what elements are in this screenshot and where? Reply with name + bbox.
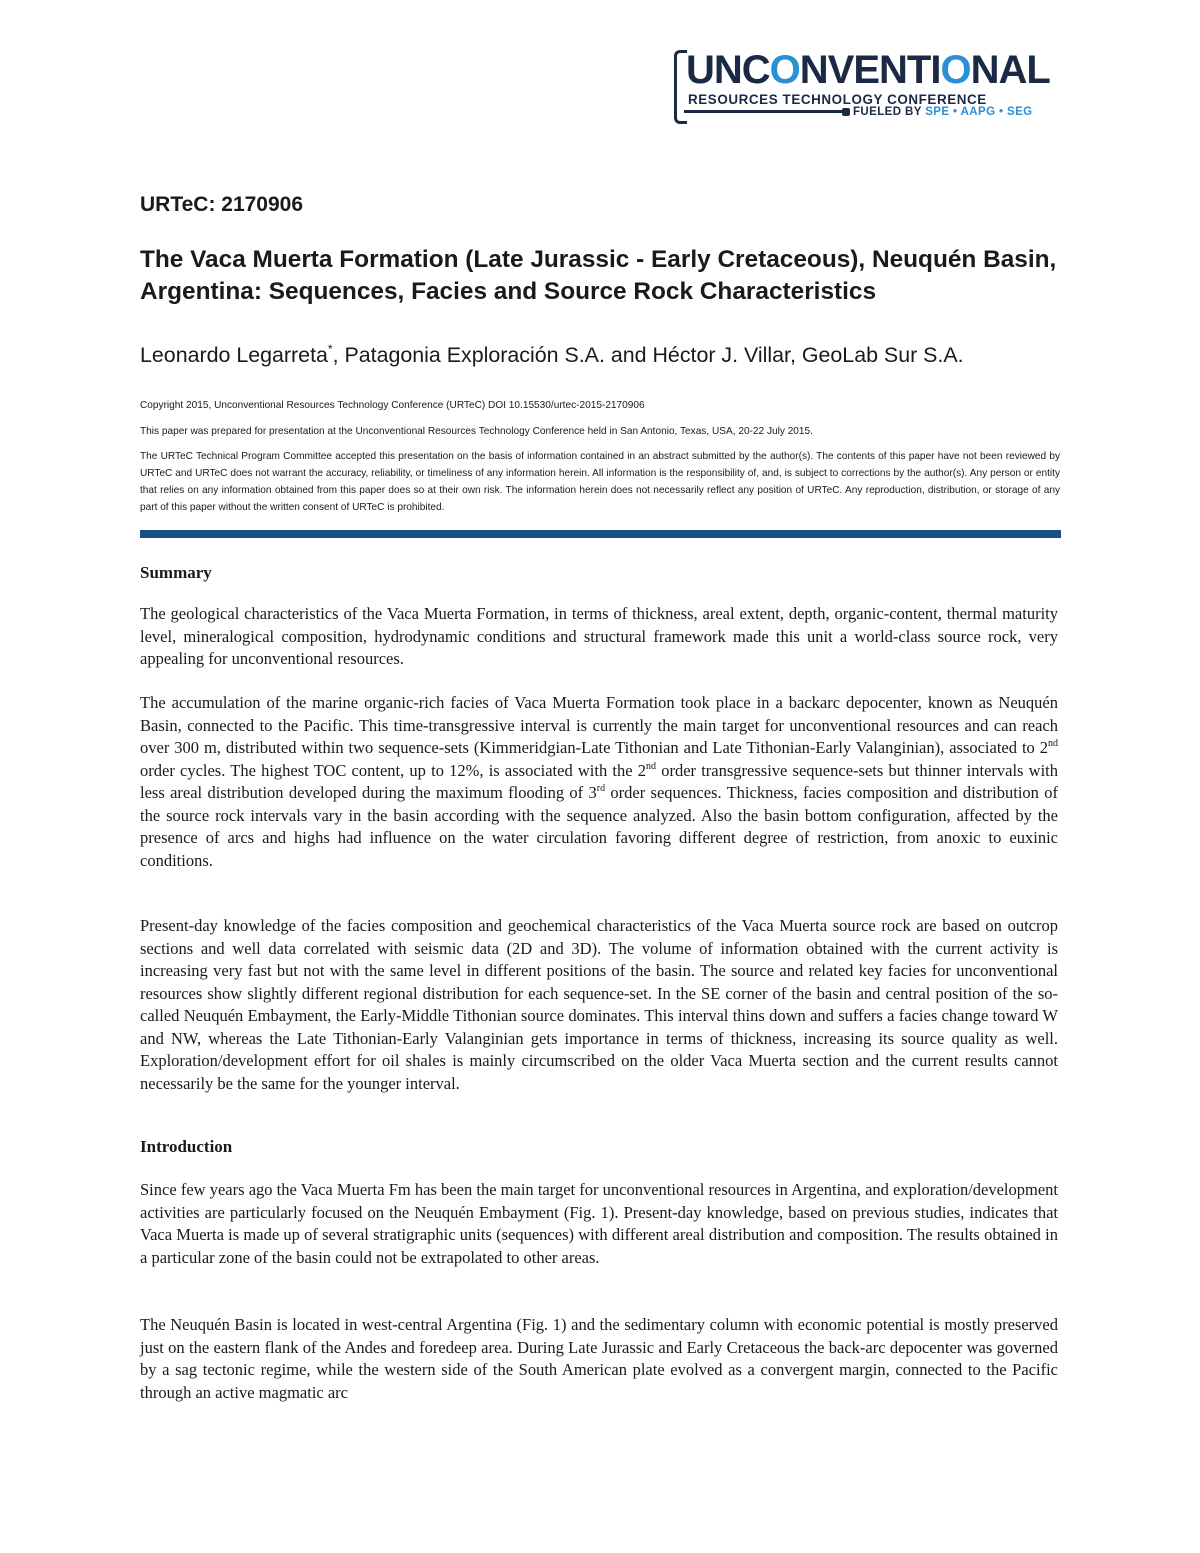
logo-wordmark: UNCONVENTIONAL xyxy=(686,48,1050,92)
logo-subtitle: RESOURCES TECHNOLOGY CONFERENCE xyxy=(688,92,987,107)
logo-drop-icon: O xyxy=(769,48,800,92)
conference-logo xyxy=(674,44,1054,126)
logo-fueled-by: FUELED BY SPE • AAPG • SEG xyxy=(842,106,1033,118)
logo-orgs: SPE • AAPG • SEG xyxy=(925,106,1033,118)
prepared-line: This paper was prepared for presentation at the Unconventional Resources Technology Conference held in San Antonio, Texas, USA, 20-22 July 2015. xyxy=(140,426,813,437)
introduction-paragraph-1: Since few years ago the Vaca Muerta Fm has been the main target for unconventional resources in Argentina, and exploration/development activities are particularly focused on the Neuquén Embayment (Fig. 1). Present-day knowledge, based on previous studies, indicates that Vaca Muerta is made up of several stratigraphic units (sequences) with different areal distribution and composition. The results obtained in a particular zone of the basin could not be extrapolated to other areas. xyxy=(140,1180,1058,1267)
summary-heading: Summary xyxy=(140,563,212,582)
introduction-heading: Introduction xyxy=(140,1137,233,1156)
section-divider xyxy=(140,530,1061,538)
summary-paragraph-3: Present-day knowledge of the facies composition and geochemical characteristics of the Vaca Muerta source rock are based on outcrop sections and well data correlated with seismic data (2D and 3D). The volume of information obtained with the current activity is increasing very fast but not with the same level in different positions of the basin. The source and related key facies for unconventional resources show slightly different regional distribution for each sequence-set. In the SE corner of the basin and central position of the so-called Neuquén Embayment, the Early-Middle Tithonian source dominates. This interval thins down and suffers a facies change toward W and NW, whereas the Late Tithonian-Early Valanginian gets importance in terms of thickness, increasing its source quality as well. Exploration/development effort for oil shales is mainly circumscribed on the older Vaca Muerta section and the current results cannot necessarily be the same for the younger interval. xyxy=(140,916,1058,1093)
plug-icon xyxy=(842,108,850,116)
paper-title: The Vaca Muerta Formation (Late Jurassic - Early Cretaceous), Neuquén Basin, Argentina: Sequences, Facies and Source Rock Characteristics xyxy=(140,246,1057,305)
paper-id: URTeC: 2170906 xyxy=(140,193,304,216)
summary-paragraph-2: The accumulation of the marine organic-rich facies of Vaca Muerta Formation took place in a backarc depocenter, known as Neuquén Basin, connected to the Pacific. This time-transgressive interval is currently the main target for unconventional resources and can reach over 300 m, distributed within two sequence-sets (Kimmeridgian-Late Tithonian and Late Tithonian-Early Valanginian), associated to 2nd order cycles. The highest TOC content, up to 12%, is associated with the 2nd order transgressive sequence-sets but thinner intervals with less areal distribution developed during the maximum flooding of 3rd order sequences. Thickness, facies composition and distribution of the source rock intervals vary in the basin according with the sequence analyzed. Also the basin bottom configuration, affected by the presence of arcs and highs had influence on the water circulation favoring different degree of restriction, from anoxic to euxinic conditions. xyxy=(140,693,1059,870)
logo-rule xyxy=(684,110,842,113)
disclaimer: The URTeC Technical Program Committee accepted this presentation on the basis of information contained in an abstract submitted by the author(s). The contents of this paper have not been reviewed by URTeC and URTeC does not warrant the accuracy, reliability, or timeliness of any information herein. All information is the responsibility of, and, is subject to corrections by the author(s). Any person or entity that relies on any information obtained from this paper does so at their own risk. The information herein does not necessarily reflect any position of URTeC. Any reproduction, distribution, or storage of any part of this paper without the written consent of URTeC is prohibited. xyxy=(140,451,1060,513)
summary-paragraph-1: The geological characteristics of the Vaca Muerta Formation, in terms of thickness, areal extent, depth, organic-content, thermal maturity level, mineralogical composition, hydrodynamic conditions and structural framework made this unit a world-class source rock, very appealing for unconventional resources. xyxy=(140,604,1058,668)
paper-authors: Leonardo Legarreta*, Patagonia Exploración S.A. and Héctor J. Villar, GeoLab Sur S.A. xyxy=(140,342,964,367)
logo-drop-icon-2: O xyxy=(940,48,971,92)
introduction-paragraph-2: The Neuquén Basin is located in west-central Argentina (Fig. 1) and the sedimentary column with economic potential is mostly preserved just on the eastern flank of the Andes and foredeep area. During Late Jurassic and Early Cretaceous the back-arc depocenter was governed by a sag tectonic regime, while the western side of the South American plate evolved as a convergent margin, connected to the Pacific through an active magmatic arc xyxy=(140,1315,1058,1402)
author-mark: * xyxy=(327,342,333,356)
copyright-line: Copyright 2015, Unconventional Resources Technology Conference (URTeC) DOI 10.15530/urtec-2015-2170906 xyxy=(140,400,645,411)
